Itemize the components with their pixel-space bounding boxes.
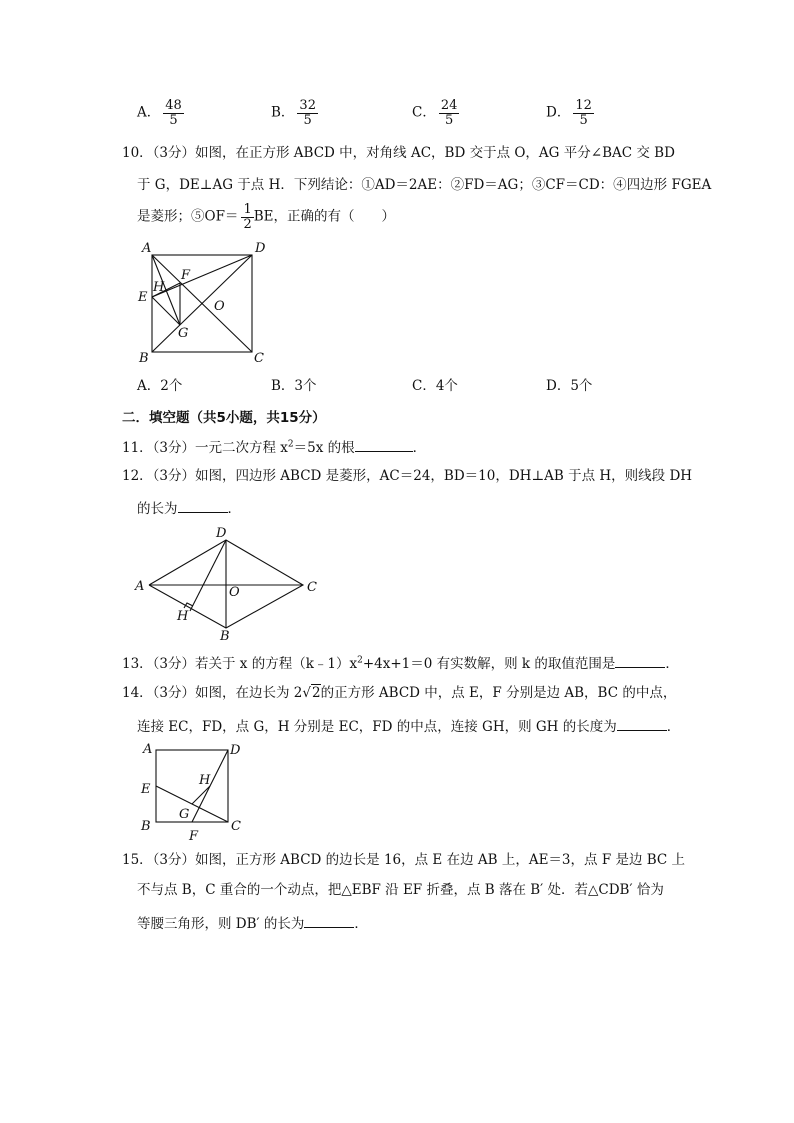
- q15-line3-text: 等腰三角形，则 DB′ 的长为: [137, 916, 305, 932]
- q14-line1: [122, 687, 676, 701]
- label-o: O: [214, 299, 225, 314]
- q14-line1-pre: 14．（3分）如图，在边长为 2: [122, 685, 303, 701]
- q13-end: ．: [665, 656, 679, 672]
- q13: [122, 656, 679, 672]
- q14-line1-post: 的正方形 ABCD 中，点 E，F 分别是边 AB，BC 的中点，: [320, 685, 677, 701]
- q12-line2: [137, 501, 241, 517]
- q14-figure: [138, 740, 248, 845]
- fraction: [439, 99, 460, 127]
- fraction: [573, 99, 594, 127]
- label-f: F: [189, 829, 199, 844]
- label-c: C: [254, 351, 264, 366]
- q10-line3-post: BE，正确的有（ ）: [253, 208, 395, 225]
- q10-line1: 10．（3分）如图，在正方形 ABCD 中，对角线 AC，BD 交于点 O，AG 平分∠BAC 交 BD: [122, 145, 675, 161]
- fraction: [163, 99, 184, 127]
- denominator: 5: [169, 112, 178, 128]
- exponent: 2: [357, 655, 363, 666]
- numerator: 12: [575, 98, 592, 113]
- square: [156, 750, 228, 822]
- label-b: B: [220, 629, 230, 644]
- q10-line2: 于 G，DE⊥AG 于点 H．下列结论：①AD＝2AE：②FD＝AG；③CF＝CD：④四边形 FGEA: [137, 177, 712, 193]
- q12-line2-text: 的长为: [137, 501, 178, 517]
- sqrt-radicand: 2: [312, 685, 321, 701]
- denominator: 5: [444, 112, 454, 128]
- label-o: O: [229, 585, 240, 600]
- label-b: B: [139, 351, 149, 366]
- q11-text-post: ＝5x 的根: [293, 440, 355, 456]
- answer-blank[interactable]: [617, 719, 667, 731]
- q10-option-b: B．3个: [271, 378, 317, 394]
- q13-text-pre: 13．（3分）若关于 x 的方程（k﹣1）x: [122, 656, 358, 672]
- q10-figure: [130, 238, 270, 368]
- label-d: D: [255, 241, 266, 256]
- q9-option-d: [546, 99, 594, 127]
- q10-option-d: D．5个: [546, 378, 593, 394]
- denominator: 5: [579, 112, 588, 128]
- q9-option-a: [137, 99, 184, 127]
- label-g: G: [178, 326, 189, 341]
- segment-de: [152, 255, 252, 297]
- q14-end: ．: [666, 719, 681, 735]
- denominator: 5: [303, 112, 312, 128]
- label-d: D: [230, 743, 241, 758]
- numerator: 48: [165, 98, 182, 113]
- q10-option-a: A．2个: [137, 378, 183, 394]
- label-f: F: [181, 268, 191, 283]
- answer-blank[interactable]: [178, 501, 228, 513]
- q13-text-post: +4x+1＝0 有实数解，则 k 的取值范围是: [362, 656, 616, 672]
- fraction: [241, 203, 253, 231]
- option-label: D．: [546, 104, 571, 121]
- label-h: H: [153, 280, 165, 295]
- label-h: H: [199, 773, 211, 788]
- section-title: 二．填空题（共5小题，共15分）: [122, 410, 326, 426]
- label-e: E: [141, 782, 151, 797]
- q10-line3: [137, 203, 395, 231]
- q15-line1: 15．（3分）如图，正方形 ABCD 的边长是 16，点 E 在边 AB 上，AE＝3，点 F 是边 BC 上: [122, 852, 686, 868]
- q11: [122, 440, 426, 456]
- label-b: B: [141, 819, 151, 834]
- answer-blank[interactable]: [615, 656, 665, 668]
- denominator: 2: [243, 216, 252, 232]
- numerator: 32: [299, 98, 316, 113]
- q15-end: ．: [354, 916, 368, 932]
- q14-line2-text: 连接 EC，FD，点 G，H 分别是 EC，FD 的中点，连接 GH，则 GH 的长度为: [137, 719, 617, 735]
- fraction: [297, 99, 318, 127]
- option-label: B．: [271, 104, 295, 121]
- label-g: G: [179, 807, 190, 822]
- q10-line3-pre: 是菱形；⑤OF＝: [137, 208, 239, 225]
- q9-option-b: [271, 99, 318, 127]
- label-c: C: [307, 580, 317, 595]
- q15-line2: 不与点 B，C 重合的一个动点，把△EBF 沿 EF 折叠，点 B 落在 B′ 处．若△CDB′ 恰为: [137, 882, 664, 898]
- label-a: A: [135, 579, 145, 594]
- option-label: A．: [137, 104, 161, 121]
- label-c: C: [231, 819, 241, 834]
- q14-line2: [137, 719, 680, 735]
- label-h: H: [177, 609, 189, 624]
- q9-option-c: [412, 99, 459, 127]
- exponent: 2: [287, 439, 294, 450]
- sqrt-symbol: √: [302, 685, 312, 701]
- label-a: A: [143, 742, 153, 757]
- q12-line1: 12．（3分）如图，四边形 ABCD 是菱形，AC＝24，BD＝10，DH⊥AB 于点 H，则线段 DH: [122, 468, 693, 484]
- segment-gh: [192, 786, 210, 804]
- q11-end: ．: [412, 440, 427, 456]
- label-d: D: [216, 526, 227, 541]
- numerator: 1: [243, 202, 252, 217]
- q12-end: ．: [227, 501, 241, 517]
- segment-eg: [152, 297, 180, 325]
- q10-option-c: C．4个: [412, 378, 458, 394]
- q12-figure: [132, 524, 322, 644]
- numerator: 24: [440, 98, 458, 113]
- option-label: C．: [412, 104, 436, 121]
- q15-line3: [137, 916, 368, 932]
- label-e: E: [138, 290, 148, 305]
- answer-blank[interactable]: [304, 916, 354, 928]
- q11-text-pre: 11．（3分）一元二次方程 x: [122, 440, 288, 456]
- label-a: A: [142, 241, 152, 256]
- answer-blank[interactable]: [355, 440, 413, 452]
